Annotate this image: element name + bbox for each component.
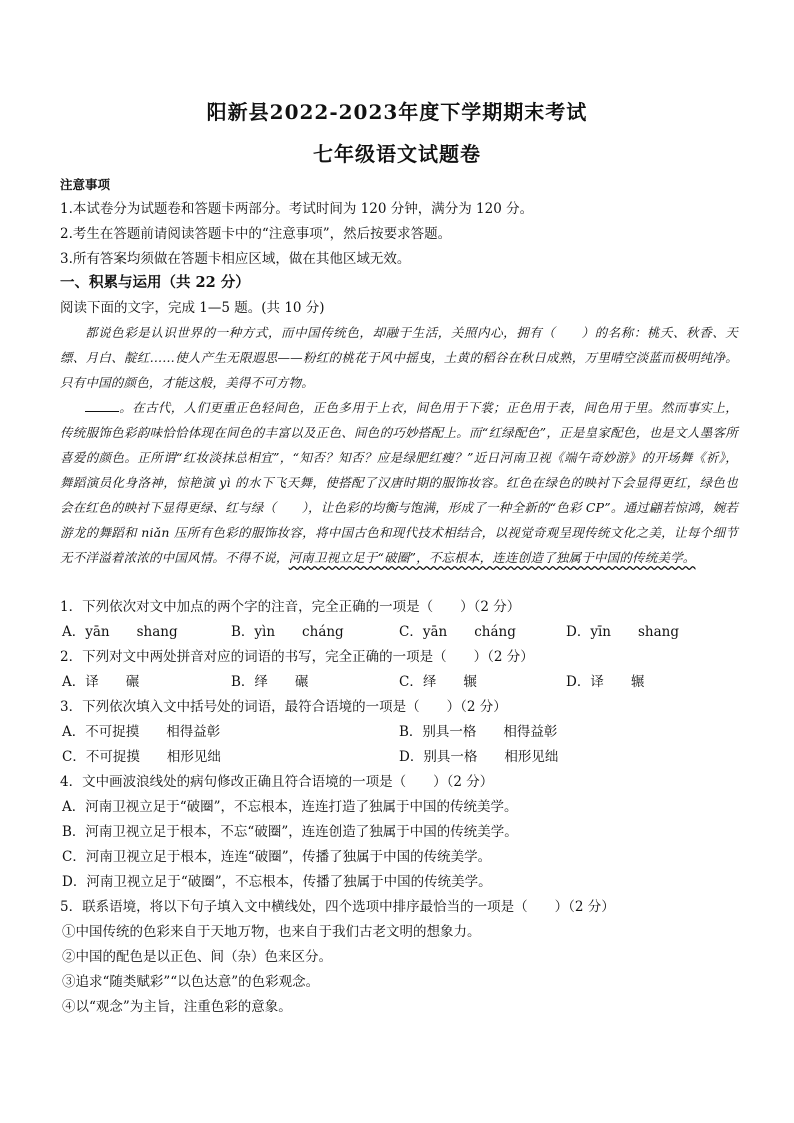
passage-paragraph-2: [60, 395, 738, 570]
fill-blank: [85, 397, 119, 412]
section-heading: 一、积累与运用（共 22 分）: [60, 274, 250, 291]
q4-option-b: B．河南卫视立足于根本，不忘“破圈”，连连创造了独属于中国的传统美学。: [62, 824, 518, 840]
q1-option-c: C．yān cháng: [399, 624, 516, 640]
question-3-stem: 3．下列依次填入文中括号处的词语，最符合语境的一项是（ ）（2 分）: [60, 699, 507, 715]
exam-title: 阳新县2022-2023年度下学期期末考试: [206, 100, 588, 124]
notes-heading: 注意事项: [60, 177, 111, 192]
q4-option-c: C．河南卫视立足于根本，连连“破圈”，传播了独属于中国的传统美学。: [62, 849, 492, 865]
wavy-underlined-sentence: 河南卫视立足于“破圈”，不忘根本，连连创造了独属于中国的传统美学。: [288, 550, 696, 565]
q2-option-d: D．译 辗: [566, 674, 645, 690]
q3-option-d: D．别具一格 相形见绌: [399, 749, 559, 765]
q3-option-a: A．不可捉摸 相得益彰: [62, 724, 221, 740]
note-item: 2.考生在答题前请阅读答题卡中的“注意事项”，然后按要求答题。: [60, 226, 452, 242]
question-5-stem: 5．联系语境，将以下句子填入文中横线处，四个选项中排序最恰当的一项是（ ）（2 分）: [60, 899, 615, 915]
question-1-stem: 1．下列依次对文中加点的两个字的注音，完全正确的一项是（ ）（2 分）: [60, 599, 521, 615]
q5-sentence-3: ③追求“随类赋彩”“以色达意”的色彩观念。: [62, 974, 320, 990]
q2-option-a: A．译 碾: [62, 674, 140, 690]
q5-sentence-4: ④以“观念”为主旨，注重色彩的意象。: [62, 999, 292, 1015]
q1-option-b: B．yìn cháng: [231, 624, 344, 640]
q1-option-d: D．yīn shang: [566, 624, 679, 640]
passage-paragraph-2-text: 。在古代，人们更重正色轻间色，正色多用于上衣，间色用于下裳；正色用于表，间色用于里。然而事实上，传统服饰色彩韵味恰恰体现在间色的丰富以及正色、间色的巧妙搭配上。而“红绿配色”，正是皇家配色，也是文人墨客所喜爱的颜色。正所谓“红妆淡抹总相宜”，“知否？知否？应是绿肥红瘦？”近日河南卫视《端午奇妙游》的开场舞《祈》，舞蹈演员化身洛神，惊艳演 yì 的水下飞天舞，使搭配了汉唐时期的服饰妆容。红色在绿色的映衬下会显得更红，绿色也会在红色的映衬下显得更绿、红与绿（ ），让色彩的均衡与饱满，形成了一种全新的“色彩 CP”。通过翩若惊鸿，婉若游龙的舞蹈和 niǎn 压所有色彩的服饰妆容，将中国古色和现代技术相结合，以视觉奇观呈现传统文化之美，让每个细节无不洋溢着浓浓的中国风情。不得不说，: [60, 400, 738, 565]
q4-option-a: A．河南卫视立足于“破圈”，不忘根本，连连打造了独属于中国的传统美学。: [62, 799, 518, 815]
note-item: 1.本试卷分为试题卷和答题卡两部分。考试时间为 120 分钟，满分为 120 分。: [60, 201, 534, 217]
exam-subtitle: 七年级语文试题卷: [313, 142, 481, 166]
q2-option-b: B．绎 碾: [231, 674, 309, 690]
q2-option-c: C．绎 辗: [399, 674, 477, 690]
q3-option-b: B．别具一格 相得益彰: [399, 724, 558, 740]
q4-option-d: D．河南卫视立足于“破圈”，不忘根本，传播了独属于中国的传统美学。: [62, 874, 492, 890]
section-intro: 阅读下面的文字，完成 1—5 题。(共 10 分): [60, 300, 325, 316]
q5-sentence-1: ①中国传统的色彩来自于天地万物，也来自于我们古老文明的想象力。: [62, 924, 481, 940]
q1-option-a: A．yān shang: [62, 624, 178, 640]
passage-paragraph-1: 都说色彩是认识世界的一种方式，而中国传统色，却融于生活，关照内心，拥有（ ）的名称：桃夭、秋香、天缥、月白、靛红……使人产生无限遐思——粉红的桃花于风中摇曳，土黄的稻谷在秋日成熟，万里晴空淡蓝而极明纯净。只有中国的颜色，才能这般，美得不可方物。: [60, 325, 738, 390]
question-2-stem: 2．下列对文中两处拼音对应的词语的书写，完全正确的一项是（ ）（2 分）: [60, 649, 534, 665]
question-4-stem: 4．文中画波浪线处的病句修改正确且符合语境的一项是（ ）（2 分）: [60, 774, 494, 790]
q5-sentence-2: ②中国的配色是以正色、间（杂）色来区分。: [62, 949, 332, 965]
note-item: 3.所有答案均须做在答题卡相应区域，做在其他区域无效。: [60, 251, 411, 267]
q3-option-c: C．不可捉摸 相形见绌: [62, 749, 221, 765]
